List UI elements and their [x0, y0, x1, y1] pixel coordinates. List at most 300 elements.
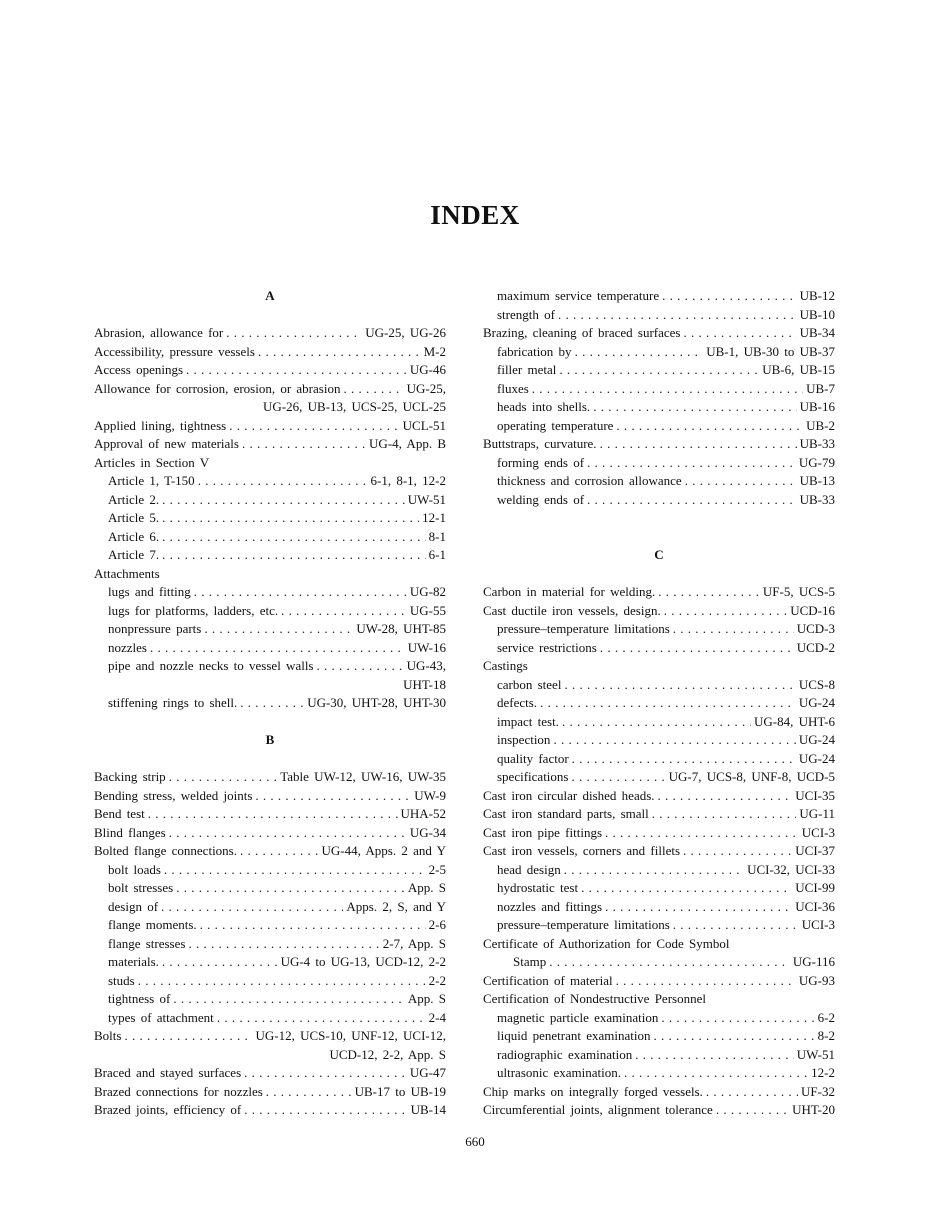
index-reference: 6-1, 8-1, 12-2	[370, 473, 446, 488]
dot-leader	[593, 398, 796, 417]
index-term: Article 6.	[108, 528, 160, 544]
index-term: carbon steel	[497, 676, 562, 692]
index-entry	[94, 380, 446, 417]
dot-leader	[226, 324, 362, 343]
index-entry	[94, 435, 446, 454]
index-subentry	[483, 454, 835, 473]
entry-line	[497, 898, 835, 917]
entry-line	[497, 731, 835, 750]
index-reference: 6-2	[817, 1009, 835, 1025]
dot-leader	[244, 1064, 407, 1083]
index-term: impact test.	[497, 713, 559, 729]
dot-leader	[616, 417, 803, 436]
index-entry	[483, 1083, 835, 1102]
index-reference-continued: UG-26, UB-13, UCS-25, UCL-25	[263, 399, 446, 414]
index-reference: UG-25,	[406, 380, 446, 396]
entry-line	[497, 343, 835, 362]
index-term: head design	[497, 861, 561, 877]
index-term: Chip marks on integrally forged vessels.	[483, 1083, 703, 1099]
index-reference: UCD-3	[796, 621, 835, 636]
dot-leader	[162, 509, 419, 528]
dot-leader	[662, 287, 797, 306]
entry-line	[94, 417, 446, 436]
entry-line	[483, 824, 835, 843]
index-term: hydrostatic test	[497, 880, 579, 895]
index-reference: UB-6, UB-15	[762, 362, 835, 377]
index-reference: UB-1, UB-30 to UB-37	[706, 343, 835, 359]
index-entry	[94, 361, 446, 380]
index-term: defects.	[497, 695, 538, 710]
spacer	[94, 306, 446, 325]
index-term: Approval of new materials	[94, 436, 239, 451]
entry-line	[497, 472, 835, 491]
entry-line	[497, 454, 835, 473]
index-term: Article 7.	[108, 547, 160, 562]
index-term: stiffening rings to shell.	[108, 695, 238, 710]
index-subentry	[483, 472, 835, 491]
index-term: ultrasonic examination.	[497, 1065, 622, 1080]
dot-leader	[581, 879, 792, 898]
dot-leader	[706, 1083, 798, 1102]
index-subentry	[483, 343, 835, 362]
entry-line	[94, 361, 446, 380]
index-reference: UW-9	[414, 787, 446, 803]
index-term: Circumferential joints, alignment tolerance	[483, 1102, 713, 1117]
index-entry	[94, 805, 446, 824]
dot-leader	[240, 842, 318, 861]
index-entry	[94, 343, 446, 362]
index-term: studs	[108, 972, 135, 988]
entry-line	[108, 879, 446, 898]
index-reference: UG-47	[409, 1065, 446, 1080]
index-entry	[94, 824, 446, 843]
index-reference: 8-1	[428, 528, 446, 544]
index-term: inspection	[497, 732, 551, 747]
index-subentry	[483, 861, 835, 880]
index-term: Bolted flange connections.	[94, 843, 237, 858]
index-reference: UG-24	[798, 750, 835, 766]
index-term: Article 5.	[108, 510, 160, 525]
index-term: Braced and stayed surfaces	[94, 1065, 242, 1080]
entry-line	[497, 713, 835, 732]
entry-line	[94, 842, 446, 861]
entry-line	[108, 953, 446, 972]
dot-leader	[169, 824, 407, 843]
index-term: nozzles and fittings	[497, 898, 603, 914]
index-reference: UG-4 to UG-13, UCD-12, 2-2	[280, 954, 446, 969]
index-reference: UB-10	[799, 306, 835, 322]
index-subentry	[94, 657, 446, 694]
entry-line	[108, 528, 446, 547]
index-subentry	[483, 380, 835, 399]
index-term: Bolts	[94, 1028, 122, 1043]
dot-leader	[664, 602, 788, 621]
index-reference: UCD-16	[790, 602, 835, 618]
entry-line	[497, 694, 835, 713]
index-term: Allowance for corrosion, erosion, or abrasion	[94, 380, 341, 396]
index-subentry	[483, 713, 835, 732]
entry-line	[108, 546, 446, 565]
index-term: Accessibility, pressure vessels	[94, 343, 255, 359]
dot-leader	[558, 306, 797, 325]
dot-leader	[281, 602, 407, 621]
index-reference: UG-30, UHT-28, UHT-30	[307, 695, 446, 710]
index-term: Abrasion, allowance for	[94, 325, 224, 340]
index-reference: UB-16	[799, 399, 835, 414]
dot-leader	[176, 879, 405, 898]
entry-line	[497, 361, 835, 380]
index-term: Applied lining, tightness	[94, 417, 227, 433]
index-term: Buttstraps, curvature.	[483, 436, 597, 451]
index-term: operating temperature	[497, 417, 614, 433]
index-subentry	[94, 509, 446, 528]
dot-leader	[575, 343, 704, 362]
entry-line	[94, 1101, 446, 1120]
entry-line	[94, 787, 446, 806]
index-reference: UCS-8	[798, 676, 835, 692]
index-term: strength of	[497, 306, 555, 322]
index-reference: M-2	[423, 343, 446, 359]
dot-leader	[684, 324, 797, 343]
index-entry	[94, 454, 446, 473]
index-reference-continued: UCD-12, 2-2, App. S	[329, 1046, 446, 1062]
index-reference: UG-11	[799, 806, 835, 821]
entry-line	[94, 805, 446, 824]
index-entry	[483, 602, 835, 621]
index-entry	[94, 565, 446, 584]
entry-line	[483, 583, 835, 602]
index-reference: Apps. 2, S, and Y	[346, 898, 446, 914]
entry-line	[108, 583, 446, 602]
index-reference: 12-1	[422, 510, 446, 525]
dot-leader	[150, 639, 405, 658]
index-term: materials.	[108, 954, 159, 969]
entry-line	[497, 916, 835, 935]
entry-line	[497, 1046, 835, 1065]
entry-line	[108, 509, 446, 528]
index-column-left	[94, 287, 446, 1120]
page-title: INDEX	[430, 200, 520, 230]
index-term: pressure–temperature limitations	[497, 917, 670, 932]
index-subentry	[483, 417, 835, 436]
entry-line	[483, 972, 835, 991]
index-reference: UG-24	[798, 695, 835, 710]
index-term: Carbon in material for welding.	[483, 584, 656, 599]
dot-leader	[653, 1027, 814, 1046]
section-heading: A	[265, 288, 275, 303]
index-subentry	[94, 953, 446, 972]
entry-line	[108, 694, 446, 713]
index-reference: UG-55	[409, 602, 446, 618]
index-term: Cast iron standard parts, small	[483, 806, 649, 821]
dot-leader	[600, 435, 797, 454]
index-reference: UCD-2	[796, 639, 835, 655]
index-term: service restrictions	[497, 639, 597, 655]
dot-leader	[255, 787, 411, 806]
index-reference: UW-16	[407, 639, 446, 655]
index-subentry	[94, 472, 446, 491]
entry-line	[497, 750, 835, 769]
dot-leader	[162, 491, 405, 510]
index-reference: UF-5, UCS-5	[762, 584, 835, 599]
index-term: Attachments	[94, 565, 160, 581]
index-reference: UCI-36	[795, 898, 835, 914]
entry-line	[94, 435, 446, 454]
index-term: Certificate of Authorization for Code Symbol	[483, 935, 730, 951]
entry-line	[108, 657, 446, 676]
entry-line	[483, 435, 835, 454]
section-heading: B	[265, 732, 275, 747]
index-subentry	[483, 879, 835, 898]
index-entry	[94, 1101, 446, 1120]
index-reference: 2-6	[428, 917, 446, 932]
dot-leader	[169, 768, 278, 787]
index-reference: UB-34	[799, 325, 835, 340]
index-reference: 8-2	[817, 1028, 835, 1043]
index-reference: UB-2	[806, 417, 835, 433]
index-subentry	[94, 491, 446, 510]
dot-leader	[605, 898, 792, 917]
index-term: fluxes	[497, 380, 529, 396]
index-subentry	[94, 602, 446, 621]
entry-line	[108, 1009, 446, 1028]
dot-leader	[716, 1101, 789, 1120]
index-term: Brazed joints, efficiency of	[94, 1102, 242, 1117]
dot-leader	[564, 676, 795, 695]
dot-leader	[532, 380, 803, 399]
spacer	[483, 528, 835, 547]
index-reference: 2-7, App. S	[382, 935, 446, 951]
index-reference: UW-51	[407, 491, 446, 507]
dot-leader	[198, 472, 368, 491]
index-subentry	[94, 935, 446, 954]
index-entry	[483, 842, 835, 861]
index-term: bolt stresses	[108, 880, 174, 895]
dot-leader	[540, 694, 796, 713]
entry-line	[483, 602, 835, 621]
dot-leader	[673, 620, 794, 639]
index-term: forming ends of	[497, 454, 585, 470]
index-term: nonpressure parts	[108, 621, 202, 636]
index-entry	[483, 324, 835, 343]
index-term: flange stresses	[108, 935, 186, 951]
dot-leader	[600, 639, 794, 658]
index-reference: UG-46	[409, 362, 446, 377]
entry-line	[108, 990, 446, 1009]
index-subentry	[94, 898, 446, 917]
dot-leader	[266, 1083, 352, 1102]
dot-leader	[258, 343, 421, 362]
section-heading: C	[654, 547, 664, 562]
spacer	[483, 565, 835, 584]
entry-line	[497, 417, 835, 436]
dot-leader	[635, 1046, 794, 1065]
index-reference: UW-51	[796, 1046, 835, 1062]
dot-leader	[138, 972, 426, 991]
index-reference: UB-33	[799, 491, 835, 507]
index-term: design of	[108, 898, 159, 914]
dot-leader	[652, 805, 797, 824]
index-entry	[483, 972, 835, 991]
index-entry	[483, 583, 835, 602]
dot-leader	[188, 935, 379, 954]
dot-leader	[343, 380, 403, 399]
index-reference: 2-2	[428, 972, 446, 988]
index-reference: UB-12	[799, 288, 835, 303]
index-subentry	[483, 306, 835, 325]
entry-line	[497, 287, 835, 306]
entry-line	[497, 380, 835, 399]
index-subentry	[483, 491, 835, 510]
index-reference: UG-82	[409, 584, 446, 599]
dot-leader	[658, 583, 760, 602]
index-term: Brazing, cleaning of braced surfaces	[483, 325, 681, 340]
index-term: radiographic examination	[497, 1046, 633, 1062]
index-reference: UCI-3	[801, 917, 835, 932]
index-subentry	[483, 694, 835, 713]
index-reference: UG-25, UG-26	[365, 325, 446, 340]
dot-leader	[572, 750, 796, 769]
entry-line	[497, 861, 835, 880]
dot-leader	[148, 805, 398, 824]
spacer	[94, 750, 446, 769]
index-subentry	[483, 916, 835, 935]
spacer	[483, 509, 835, 528]
index-term: Backing strip	[94, 769, 166, 784]
index-subentry	[483, 768, 835, 787]
entry-line	[497, 1064, 835, 1083]
entry-line	[94, 343, 446, 362]
index-reference: UG-34	[409, 824, 446, 840]
entry-line	[108, 916, 446, 935]
index-term: Stamp	[513, 954, 547, 969]
entry-line	[483, 842, 835, 861]
index-entry	[94, 768, 446, 787]
index-term: Brazed connections for nozzles	[94, 1083, 263, 1099]
index-column-right	[483, 287, 835, 1120]
dot-leader	[564, 861, 744, 880]
dot-leader	[661, 1009, 814, 1028]
index-subentry	[94, 990, 446, 1009]
dot-leader	[587, 454, 796, 473]
index-subentry	[483, 898, 835, 917]
index-reference: UG-44, Apps. 2 and Y	[321, 843, 446, 858]
dot-leader	[673, 916, 799, 935]
entry-line	[108, 620, 446, 639]
index-subentry	[94, 694, 446, 713]
entry-line	[483, 324, 835, 343]
entry-line	[497, 676, 835, 695]
index-term: lugs and fitting	[108, 584, 191, 599]
dot-leader	[162, 528, 426, 547]
index-reference: App. S	[407, 991, 446, 1006]
dot-leader	[244, 1101, 407, 1120]
index-reference: UB-14	[410, 1102, 446, 1117]
index-subentry	[94, 879, 446, 898]
entry-line	[108, 898, 446, 917]
index-reference: UCI-3	[801, 824, 835, 840]
dot-leader	[217, 1009, 426, 1028]
index-entry	[94, 842, 446, 861]
index-subentry	[483, 1027, 835, 1046]
index-reference: UB-17 to UB-19	[354, 1083, 446, 1099]
index-entry	[94, 787, 446, 806]
index-term: Article 1, T-150	[108, 473, 195, 488]
index-term: specifications	[497, 769, 569, 784]
dot-leader	[173, 990, 405, 1009]
index-term: tightness of	[108, 991, 171, 1006]
index-subentry	[94, 528, 446, 547]
entry-line	[108, 935, 446, 954]
index-entry	[483, 435, 835, 454]
index-reference: UHA-52	[400, 806, 446, 821]
entry-line	[94, 824, 446, 843]
index-reference: UB-33	[799, 436, 835, 451]
index-subentry	[483, 639, 835, 658]
dot-leader	[571, 768, 665, 787]
index-subentry	[483, 1046, 835, 1065]
index-term: Bend test	[94, 806, 145, 821]
entry-line	[94, 768, 446, 787]
index-entry	[483, 1101, 835, 1120]
entry-line	[108, 602, 446, 621]
dot-leader	[240, 694, 304, 713]
index-reference: UG-84, UHT-6	[754, 713, 835, 729]
index-subentry	[483, 676, 835, 695]
index-entry	[94, 1064, 446, 1083]
dot-leader	[549, 953, 790, 972]
index-reference: UHT-20	[792, 1102, 835, 1117]
index-entry	[483, 990, 835, 1009]
entry-line	[497, 491, 835, 510]
index-reference: 6-1	[428, 547, 446, 562]
index-entry	[94, 324, 446, 343]
index-reference-continued: UHT-18	[403, 676, 446, 692]
index-term: filler metal	[497, 362, 557, 377]
entry-line	[94, 1083, 446, 1102]
index-term: Certification of material	[483, 972, 613, 988]
index-term: magnetic particle examination	[497, 1009, 659, 1025]
index-reference: UCI-35	[795, 787, 835, 803]
entry-line	[483, 1083, 835, 1102]
index-term: heads into shells.	[497, 399, 591, 414]
index-term: Access openings	[94, 362, 184, 377]
entry-line	[497, 1027, 835, 1046]
dot-leader	[242, 435, 366, 454]
index-reference: UG-93	[798, 972, 835, 988]
dot-leader	[587, 491, 797, 510]
entry-line	[483, 953, 835, 972]
entry-line	[108, 972, 446, 991]
dot-leader	[562, 713, 751, 732]
index-term: pressure–temperature limitations	[497, 621, 670, 636]
index-term: pipe and nozzle necks to vessel walls	[108, 658, 314, 673]
index-term: Cast iron vessels, corners and fillets	[483, 843, 681, 858]
dot-leader	[204, 620, 353, 639]
entry-line	[94, 380, 446, 399]
index-term: Bending stress, welded joints	[94, 787, 253, 803]
index-term: flange moments.	[108, 917, 197, 932]
index-entry	[483, 935, 835, 972]
index-entry	[94, 1083, 446, 1102]
index-subentry	[94, 620, 446, 639]
dot-leader	[616, 972, 796, 991]
dot-leader	[683, 842, 792, 861]
dot-leader	[194, 583, 407, 602]
index-subentry	[94, 546, 446, 565]
entry-line	[497, 879, 835, 898]
index-entry	[483, 805, 835, 824]
